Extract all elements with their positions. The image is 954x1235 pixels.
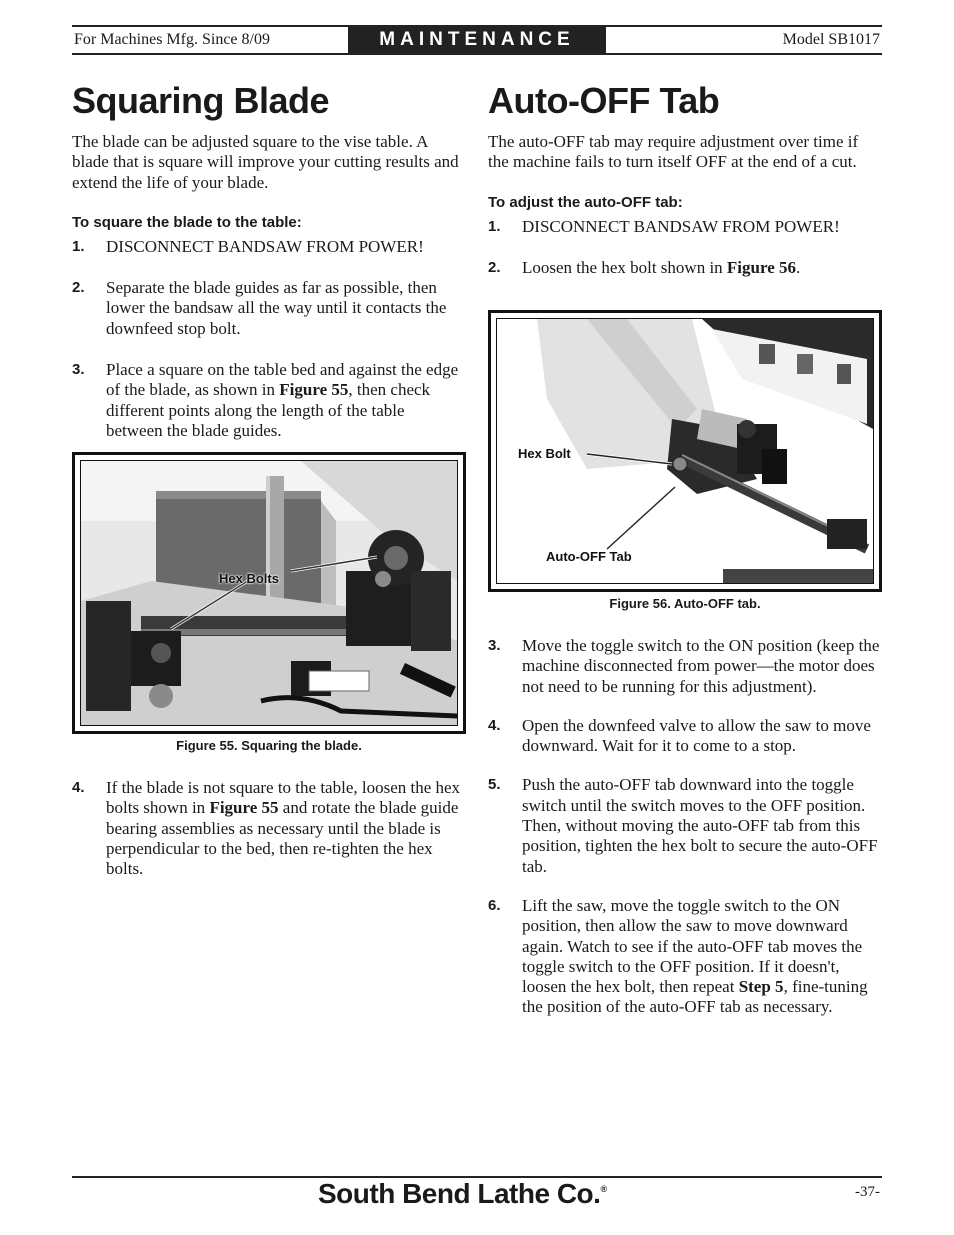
step-text: Move the toggle switch to the ON position (keep the machine disconnected from power—the motor does not need to be running for this adjustment). bbox=[522, 636, 880, 696]
figure-reference: Figure 56 bbox=[726, 257, 797, 277]
figure-55-frame bbox=[72, 452, 466, 734]
step-number: 2. bbox=[72, 279, 85, 297]
auto-off-steps-continued bbox=[488, 636, 880, 1018]
squaring-step-4 bbox=[72, 778, 464, 879]
step-text: DISCONNECT BANDSAW FROM POWER! bbox=[106, 236, 424, 256]
step-number: 5. bbox=[488, 776, 501, 794]
squaring-subhead: To square the blade to the table: bbox=[72, 213, 302, 231]
callout-hex-bolts: Hex Bolts bbox=[219, 571, 279, 586]
auto-off-step-2 bbox=[488, 258, 880, 278]
squaring-step-3 bbox=[72, 360, 464, 441]
callout-hex-bolt: Hex Bolt bbox=[518, 446, 571, 461]
header-section-band: MAINTENANCE bbox=[348, 27, 606, 53]
header-machines-text: For Machines Mfg. Since 8/09 bbox=[74, 31, 270, 48]
figure-56-caption: Figure 56. Auto-OFF tab. bbox=[609, 596, 761, 611]
auto-off-step-1 bbox=[488, 217, 880, 237]
bandsaw-vise-photo bbox=[81, 461, 457, 725]
step-number: 4. bbox=[72, 779, 85, 796]
step-number: 3. bbox=[72, 361, 85, 379]
left-column bbox=[72, 80, 464, 441]
auto-off-step-6 bbox=[488, 896, 880, 1018]
step-number: 1. bbox=[488, 217, 501, 235]
squaring-step-4-wrapper bbox=[72, 778, 464, 879]
section-title-squaring-blade: Squaring Blade bbox=[72, 80, 330, 121]
step-number: 1. bbox=[72, 237, 85, 255]
footer-brand-logo: South Bend Lathe Co.® bbox=[318, 1178, 607, 1209]
step-text: Push the auto-OFF tab downward into the toggle switch until the switch moves to the OFF position. Then, without moving the auto-OFF tab from this position, tighten the hex bolt to secure the auto-OFF tab. bbox=[522, 775, 878, 876]
step-text: DISCONNECT BANDSAW FROM POWER! bbox=[522, 216, 840, 236]
figure-55-image bbox=[80, 460, 458, 726]
right-column bbox=[488, 80, 880, 278]
figure-56-image bbox=[496, 318, 874, 584]
squaring-intro: The blade can be adjusted square to the vise table. A blade that is square will improve your cutting results and extend the life of your blade. bbox=[72, 132, 459, 192]
auto-off-step-5 bbox=[488, 775, 880, 876]
step-text: Place a square on the table bed and against the edge of the blade, as shown in Figure 55, then check different points along the length of the table between the blade guides. bbox=[106, 360, 459, 440]
figure-reference: Figure 55 bbox=[209, 798, 279, 818]
registered-mark: ® bbox=[600, 1184, 607, 1194]
step-text: Open the downfeed valve to allow the saw to move downward. Wait for it to come to a stop. bbox=[522, 715, 871, 756]
callout-auto-off-tab: Auto-OFF Tab bbox=[546, 549, 632, 564]
step-text: If the blade is not square to the table, loosen the hex bolts shown in Figure 55 and rotate the blade guide bearing assemblies as necessary until the blade is perpendicular to the bed, then re-tighten the hex bolts. bbox=[106, 778, 461, 879]
step-text: Separate the blade guides as far as possible, then lower the bandsaw all the way until it contacts the downfeed stop bolt. bbox=[106, 278, 447, 338]
auto-off-step-3 bbox=[488, 636, 880, 697]
auto-off-step-4 bbox=[488, 716, 880, 757]
header-rule-bottom bbox=[72, 53, 882, 55]
figure-55-caption: Figure 55. Squaring the blade. bbox=[176, 738, 362, 753]
auto-off-subhead: To adjust the auto-OFF tab: bbox=[488, 193, 683, 211]
auto-off-intro: The auto-OFF tab may require adjustment over time if the machine fails to turn itself OFF at the end of a cut. bbox=[488, 132, 859, 172]
step-number: 2. bbox=[488, 258, 501, 276]
step-number: 3. bbox=[488, 637, 501, 654]
figure-56-frame bbox=[488, 310, 882, 592]
squaring-step-1 bbox=[72, 237, 464, 257]
page-number: -37- bbox=[855, 1184, 880, 1200]
squaring-step-2 bbox=[72, 278, 464, 339]
section-title-auto-off-tab: Auto-OFF Tab bbox=[488, 80, 720, 121]
step-text: Lift the saw, move the toggle switch to the ON position, then allow the saw to move downward again. Watch to see if the auto-OFF tab moves the toggle switch to the OFF position. If it doesn't, loosen the hex bolt, then repeat Step 5, fine-tuning the position of the auto-OFF tab as necessary. bbox=[522, 895, 868, 1017]
step-number: 6. bbox=[488, 896, 501, 914]
step-text: Loosen the hex bolt shown in Figure 56. bbox=[522, 257, 801, 277]
step-number: 4. bbox=[488, 716, 501, 734]
header-model-text: Model SB1017 bbox=[782, 31, 880, 48]
figure-reference: Figure 55 bbox=[279, 380, 349, 400]
step-reference: Step 5 bbox=[738, 977, 784, 997]
